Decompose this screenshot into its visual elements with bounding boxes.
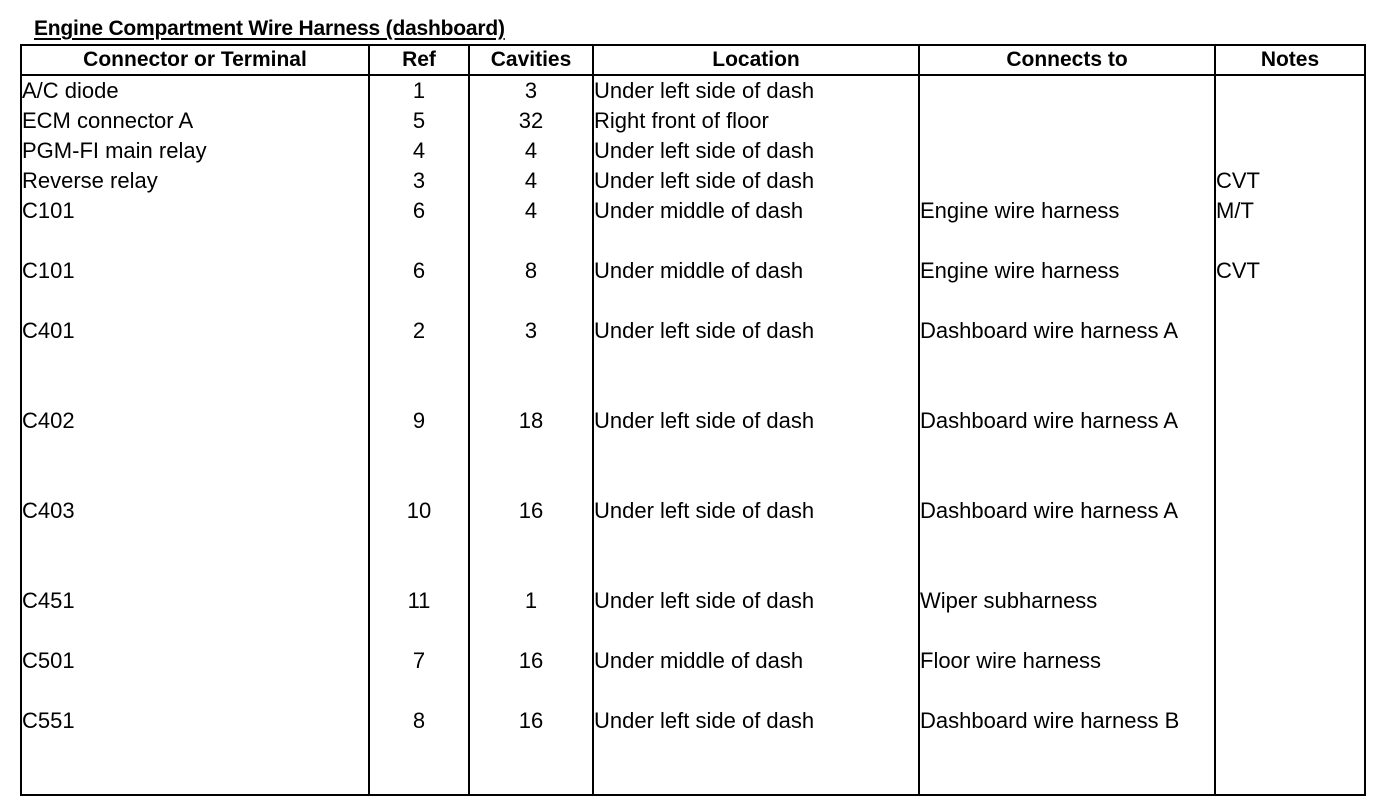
connector-cell: C403 — [21, 496, 369, 586]
cavities-cell: 3 — [469, 75, 593, 106]
ref-cell: 3 — [369, 166, 469, 196]
header-row — [21, 45, 1365, 75]
notes-cell — [1215, 106, 1365, 136]
ref-cell: 7 — [369, 646, 469, 706]
cavities-cell: 4 — [469, 166, 593, 196]
location-cell: Under left side of dash — [593, 496, 919, 586]
location-cell: Under left side of dash — [593, 706, 919, 795]
connector-cell: C451 — [21, 586, 369, 646]
cavities-cell: 32 — [469, 106, 593, 136]
connector-cell: C551 — [21, 706, 369, 795]
notes-cell — [1215, 406, 1365, 496]
ref-cell: 4 — [369, 136, 469, 166]
notes-cell — [1215, 316, 1365, 406]
location-cell: Under left side of dash — [593, 136, 919, 166]
ref-cell: 2 — [369, 316, 469, 406]
table-row — [21, 106, 1365, 136]
notes-cell — [1215, 75, 1365, 106]
connects-to-cell: Dashboard wire harness A — [919, 406, 1215, 496]
cavities-cell: 3 — [469, 316, 593, 406]
table-row — [21, 316, 1365, 406]
connector-cell: ECM connector A — [21, 106, 369, 136]
cavities-cell: 18 — [469, 406, 593, 496]
notes-cell — [1215, 706, 1365, 795]
cavities-cell: 1 — [469, 586, 593, 646]
connects-to-cell — [919, 136, 1215, 166]
connects-to-cell: Wiper subharness — [919, 586, 1215, 646]
connects-to-cell: Floor wire harness — [919, 646, 1215, 706]
location-cell: Right front of floor — [593, 106, 919, 136]
location-cell: Under middle of dash — [593, 196, 919, 256]
ref-cell: 8 — [369, 706, 469, 795]
connector-cell: PGM-FI main relay — [21, 136, 369, 166]
cavities-cell: 8 — [469, 256, 593, 316]
cavities-cell: 4 — [469, 136, 593, 166]
location-cell: Under left side of dash — [593, 166, 919, 196]
column-header-notes: Notes — [1215, 45, 1365, 75]
connects-to-cell: Dashboard wire harness B — [919, 706, 1215, 795]
connector-cell: C402 — [21, 406, 369, 496]
table-row — [21, 196, 1365, 256]
connector-cell: A/C diode — [21, 75, 369, 106]
location-cell: Under middle of dash — [593, 646, 919, 706]
ref-cell: 6 — [369, 196, 469, 256]
table-title: Engine Compartment Wire Harness (dashboard) — [34, 17, 505, 40]
ref-cell: 9 — [369, 406, 469, 496]
ref-cell: 11 — [369, 586, 469, 646]
connects-to-cell — [919, 166, 1215, 196]
cavities-cell: 16 — [469, 706, 593, 795]
cavities-cell: 4 — [469, 196, 593, 256]
notes-cell: M/T — [1215, 196, 1365, 256]
harness-table — [20, 44, 1366, 796]
ref-cell: 10 — [369, 496, 469, 586]
connector-cell: Reverse relay — [21, 166, 369, 196]
notes-cell: CVT — [1215, 256, 1365, 316]
connector-cell: C101 — [21, 196, 369, 256]
table-row — [21, 586, 1365, 646]
column-header-location: Location — [593, 45, 919, 75]
column-header-connects-to: Connects to — [919, 45, 1215, 75]
notes-cell: CVT — [1215, 166, 1365, 196]
cavities-cell: 16 — [469, 646, 593, 706]
ref-cell: 5 — [369, 106, 469, 136]
table-row — [21, 136, 1365, 166]
column-header-cavities: Cavities — [469, 45, 593, 75]
column-header-connector: Connector or Terminal — [21, 45, 369, 75]
connector-cell: C401 — [21, 316, 369, 406]
connects-to-cell: Engine wire harness — [919, 256, 1215, 316]
ref-cell: 1 — [369, 75, 469, 106]
connects-to-cell — [919, 106, 1215, 136]
column-header-ref: Ref — [369, 45, 469, 75]
table-row — [21, 75, 1365, 106]
location-cell: Under left side of dash — [593, 75, 919, 106]
table-row — [21, 166, 1365, 196]
connector-cell: C501 — [21, 646, 369, 706]
notes-cell — [1215, 136, 1365, 166]
location-cell: Under left side of dash — [593, 406, 919, 496]
location-cell: Under left side of dash — [593, 586, 919, 646]
connects-to-cell — [919, 75, 1215, 106]
table-row — [21, 406, 1365, 496]
connects-to-cell: Engine wire harness — [919, 196, 1215, 256]
table-row — [21, 256, 1365, 316]
cavities-cell: 16 — [469, 496, 593, 586]
location-cell: Under left side of dash — [593, 316, 919, 406]
notes-cell — [1215, 646, 1365, 706]
ref-cell: 6 — [369, 256, 469, 316]
notes-cell — [1215, 586, 1365, 646]
connects-to-cell: Dashboard wire harness A — [919, 316, 1215, 406]
connector-cell: C101 — [21, 256, 369, 316]
connects-to-cell: Dashboard wire harness A — [919, 496, 1215, 586]
notes-cell — [1215, 496, 1365, 586]
table-row — [21, 496, 1365, 586]
table-row — [21, 646, 1365, 706]
table-row — [21, 706, 1365, 795]
location-cell: Under middle of dash — [593, 256, 919, 316]
